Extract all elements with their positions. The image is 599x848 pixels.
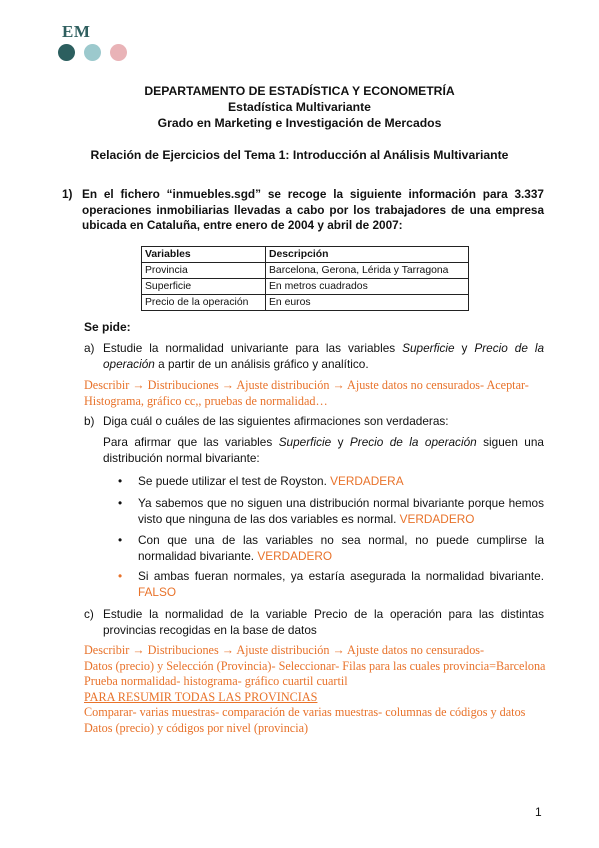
table-header-cell: Variables <box>142 247 266 263</box>
variable-name: Precio de la operación <box>349 435 477 449</box>
question-text-part: y <box>454 341 475 355</box>
answer-line: Datos (precio) y Selección (Provincia)- Seleccionar- Filas para las cuales provincia=Barcelona <box>84 658 546 673</box>
logo-dot-dark <box>58 44 75 61</box>
statement-answer: VERDADERA <box>330 474 404 488</box>
table-cell: En euros <box>266 295 469 311</box>
page-number: 1 <box>535 805 542 819</box>
table-cell: Precio de la operación <box>142 295 266 311</box>
statement-text: Ya sabemos que no siguen una distribución normal bivariante porque hemos visto que ninguna de las dos variables es normal. <box>138 496 544 526</box>
course-title: Estadística Multivariante <box>228 100 371 114</box>
question-b-intro <box>103 434 544 466</box>
question-b <box>84 413 544 429</box>
table-row <box>142 279 469 295</box>
question-label: b) <box>84 414 95 428</box>
bullet-icon: • <box>118 496 123 510</box>
answer-c <box>84 643 564 736</box>
answer-a <box>84 378 554 409</box>
statement-item <box>118 568 544 600</box>
question-text: Estudie la normalidad de la variable Precio de la operación para las distintas provincias recogidas en la base de datos <box>103 607 544 637</box>
table-header-row <box>142 247 469 263</box>
variable-name: Superficie <box>278 435 332 449</box>
document-header <box>0 83 599 131</box>
question-text <box>103 340 544 372</box>
se-pide-heading: Se pide: <box>84 320 131 334</box>
logo-text: EM <box>62 22 91 41</box>
answer-line: PARA RESUMIR TODAS LAS PROVINCIAS <box>84 689 318 704</box>
variable-name: Superficie <box>402 341 455 355</box>
degree-title: Grado en Marketing e Investigación de Mercados <box>157 116 442 130</box>
question-text-part: Estudie la normalidad univariante para las variables <box>103 341 403 355</box>
answer-line: Describir → Distribuciones → Ajuste distribución → Ajuste datos no censurados- Aceptar- <box>84 378 529 392</box>
question-a <box>84 340 544 372</box>
exercise-number: 1) <box>62 187 73 201</box>
answer-line: Datos (precio) y códigos por nivel (provincia) <box>84 720 309 735</box>
statement-item <box>118 495 544 527</box>
exercise-set-title: Relación de Ejercicios del Tema 1: Introducción al Análisis Multivariante <box>90 148 509 162</box>
variable-name: Precio de la operación <box>103 341 545 371</box>
variables-table <box>141 246 469 311</box>
exercise-1 <box>62 187 544 234</box>
statement-text: Se puede utilizar el test de Royston. <box>138 474 331 488</box>
logo-dot-teal <box>84 44 101 61</box>
answer-line: Prueba normalidad- histograma- gráfico cuartil cuartil <box>84 674 348 688</box>
table-cell: Barcelona, Gerona, Lérida y Tarragona <box>266 263 469 279</box>
table-cell: Provincia <box>142 263 266 279</box>
table-cell: Superficie <box>142 279 266 295</box>
bullet-icon: • <box>118 533 123 547</box>
question-label: c) <box>84 607 94 621</box>
statement-text: Con que una de las variables no sea normal, no puede cumplirse la normalidad bivariante. <box>138 533 544 563</box>
question-c <box>84 606 544 638</box>
statement-text: Si ambas fueran normales, ya estaría asegurada la normalidad bivariante. <box>138 569 544 583</box>
logo-dot-pink <box>110 44 127 61</box>
statement-answer: FALSO <box>138 585 177 599</box>
table-row <box>142 263 469 279</box>
question-text-part: a partir de un análisis gráfico y analítico. <box>154 357 369 371</box>
intro-text-part: Para afirmar que las variables <box>103 435 279 449</box>
intro-text-part: y <box>331 435 350 449</box>
answer-line: Describir → Distribuciones → Ajuste distribución → Ajuste datos no censurados- <box>84 643 485 657</box>
table-row <box>142 295 469 311</box>
bullet-icon: • <box>118 569 123 583</box>
statement-answer: VERDADERO <box>399 512 475 526</box>
statement-answer: VERDADERO <box>257 549 333 563</box>
department-title: DEPARTAMENTO DE ESTADÍSTICA Y ECONOMETRÍA <box>144 84 455 98</box>
table-header-cell: Descripción <box>266 247 469 263</box>
statement-item <box>118 532 544 564</box>
exercise-statement: En el fichero “inmuebles.sgd” se recoge la siguiente información para 3.337 operaciones inmobiliarias llevadas a cabo por los trabajadores de una empresa ubicada en Cataluña, entre enero de 2004 y abril de 2007: <box>82 187 544 232</box>
answer-line: Comparar- varias muestras- comparación de varias muestras- columnas de códigos y datos <box>84 705 526 719</box>
question-text: Diga cuál o cuáles de las siguientes afirmaciones son verdaderas: <box>103 414 449 428</box>
bullet-icon: • <box>118 474 123 488</box>
answer-line: Histograma, gráfico cc,, pruebas de normalidad… <box>84 393 328 408</box>
logo <box>62 22 90 42</box>
intro-text-part: siguen una distribución normal bivariante: <box>103 435 544 465</box>
table-cell: En metros cuadrados <box>266 279 469 295</box>
question-label: a) <box>84 341 95 355</box>
statement-item <box>118 473 544 489</box>
